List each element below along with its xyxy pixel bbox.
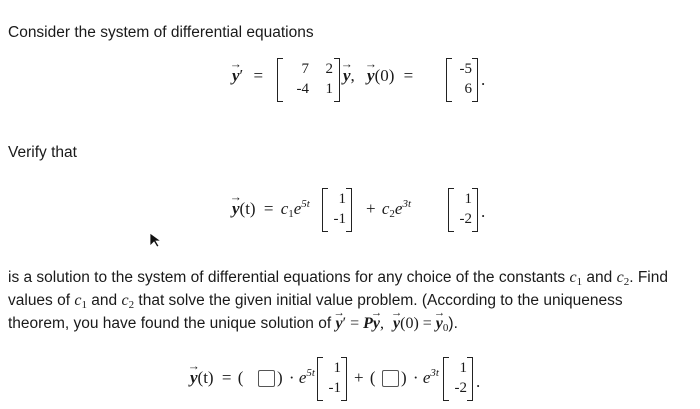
- paragraph-line-3: theorem, you have found the unique solution of → y′ = P→ y, → y(0) = → y0).: [8, 315, 458, 333]
- eigenvector-1: 1 -1: [322, 188, 352, 232]
- system-equation: → y′ =: [232, 66, 263, 86]
- initial-condition-y: → y: [367, 66, 375, 86]
- mouse-pointer-icon: [149, 232, 163, 248]
- system-rhs: → y, → y(0) =: [343, 66, 413, 86]
- c2-answer-input[interactable]: [382, 370, 399, 387]
- initial-vector: -5 6: [446, 58, 478, 102]
- coefficient-matrix: 7 2 -4 1: [277, 58, 340, 102]
- answer-eigenvector-1: 1 -1: [317, 357, 347, 401]
- verify-label: Verify that: [8, 144, 77, 161]
- intro-text: Consider the system of differential equations: [8, 24, 314, 41]
- answer-eigenvector-2: 1 -2: [443, 357, 473, 401]
- c1-answer-input[interactable]: [258, 370, 275, 387]
- paragraph-line-2: values of c1 and c2 that solve the given initial value problem. (According to the uniqueness: [8, 292, 623, 311]
- y-vector-symbol: → y: [232, 66, 240, 86]
- paragraph-line-1: is a solution to the system of differential equations for any choice of the constants c1 and c2. Find: [8, 269, 668, 288]
- answer-lhs: → y(t) = (: [190, 368, 243, 388]
- general-solution: → $y(t) = c1e^{5t}$: [232, 199, 310, 219]
- eigenvector-2: 1 -2: [448, 188, 478, 232]
